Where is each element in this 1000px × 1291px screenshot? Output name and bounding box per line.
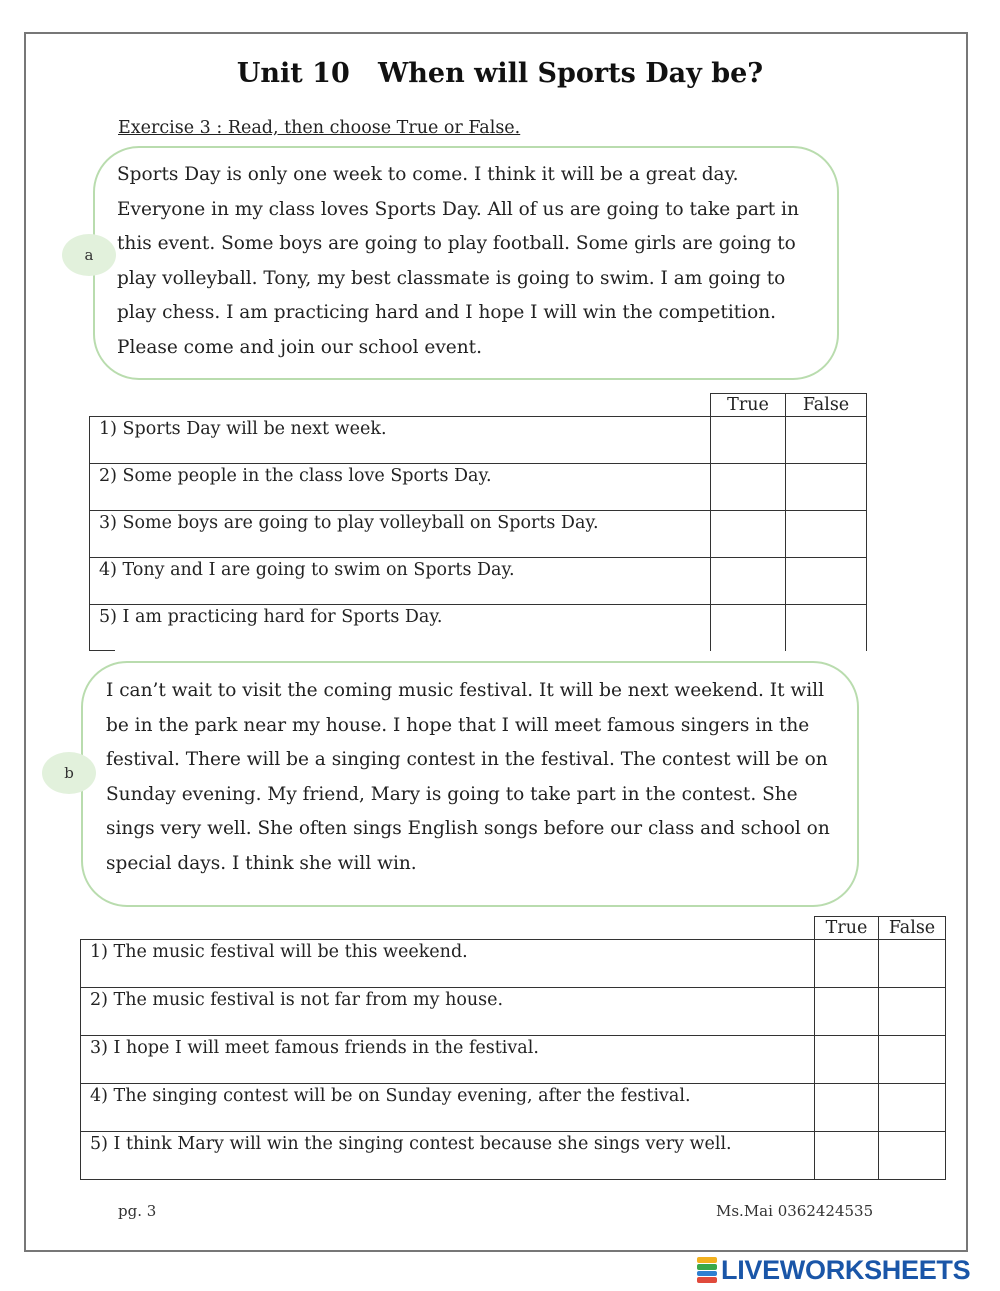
question-statement: 3) Some boys are going to play volleyball on Sports Day. xyxy=(90,511,711,558)
true-answer-box[interactable] xyxy=(711,464,786,511)
passage-line: be in the park near my house. I hope that I will meet famous singers in the xyxy=(106,714,810,736)
passage-line: this event. Some boys are going to play football. Some girls are going to xyxy=(117,233,796,255)
true-false-table-a xyxy=(89,393,867,651)
brand-name: LIVEWORKSHEETS xyxy=(721,1254,971,1285)
passage-a-text xyxy=(117,158,817,366)
unit-title: When will Sports Day be? xyxy=(377,58,764,89)
false-answer-box[interactable] xyxy=(786,558,867,605)
passage-b-text xyxy=(106,674,834,882)
false-answer-box[interactable] xyxy=(879,1084,946,1132)
column-header-true: True xyxy=(711,394,786,417)
question-statement: 2) The music festival is not far from my house. xyxy=(81,988,815,1036)
passage-a-label: a xyxy=(62,234,116,276)
true-answer-box[interactable] xyxy=(711,605,786,652)
true-answer-box[interactable] xyxy=(711,417,786,464)
question-statement: 4) The singing contest will be on Sunday evening, after the festival. xyxy=(81,1084,815,1132)
false-answer-box[interactable] xyxy=(879,988,946,1036)
table-divider xyxy=(89,650,115,651)
false-answer-box[interactable] xyxy=(786,417,867,464)
liveworksheets-icon xyxy=(697,1257,717,1283)
false-answer-box[interactable] xyxy=(786,464,867,511)
question-statement: 2) Some people in the class love Sports Day. xyxy=(90,464,711,511)
author-contact: Ms.Mai 0362424535 xyxy=(716,1202,874,1220)
question-statement: 5) I think Mary will win the singing contest because she sings very well. xyxy=(81,1132,815,1180)
column-header-true: True xyxy=(815,917,879,940)
false-answer-box[interactable] xyxy=(879,1036,946,1084)
passage-line: play chess. I am practicing hard and I hope I will win the competition. xyxy=(117,302,777,324)
question-statement: 4) Tony and I are going to swim on Sports Day. xyxy=(90,558,711,605)
passage-line: special days. I think she will win. xyxy=(106,852,417,874)
unit-number: Unit 10 xyxy=(236,58,350,89)
true-answer-box[interactable] xyxy=(711,558,786,605)
true-answer-box[interactable] xyxy=(815,1084,879,1132)
passage-line: sings very well. She often sings English songs before our class and school on xyxy=(106,818,830,840)
passage-line: Everyone in my class loves Sports Day. All of us are going to take part in xyxy=(117,198,799,220)
true-answer-box[interactable] xyxy=(815,940,879,988)
false-answer-box[interactable] xyxy=(879,940,946,988)
false-answer-box[interactable] xyxy=(879,1132,946,1180)
false-answer-box[interactable] xyxy=(786,511,867,558)
true-answer-box[interactable] xyxy=(815,988,879,1036)
true-false-table-b xyxy=(80,916,946,1180)
question-statement: 1) Sports Day will be next week. xyxy=(90,417,711,464)
passage-line: festival. There will be a singing contest in the festival. The contest will be on xyxy=(106,749,828,771)
column-header-false: False xyxy=(879,917,946,940)
exercise-instruction: Exercise 3 : Read, then choose True or False. xyxy=(118,118,521,138)
passage-line: Sports Day is only one week to come. I think it will be a great day. xyxy=(117,164,739,185)
true-answer-box[interactable] xyxy=(711,511,786,558)
question-statement: 5) I am practicing hard for Sports Day. xyxy=(90,605,711,652)
passage-line: play volleyball. Tony, my best classmate is going to swim. I am going to xyxy=(117,267,786,289)
passage-line: Please come and join our school event. xyxy=(117,336,482,358)
page-title xyxy=(0,58,1000,89)
passage-line: Sunday evening. My friend, Mary is going to take part in the contest. She xyxy=(106,783,798,805)
passage-line: I can’t wait to visit the coming music festival. It will be next weekend. It will xyxy=(106,680,825,701)
false-answer-box[interactable] xyxy=(786,605,867,652)
passage-b-label: b xyxy=(42,752,96,794)
column-header-false: False xyxy=(786,394,867,417)
question-statement: 3) I hope I will meet famous friends in the festival. xyxy=(81,1036,815,1084)
true-answer-box[interactable] xyxy=(815,1132,879,1180)
page-number: pg. 3 xyxy=(118,1202,157,1220)
question-statement: 1) The music festival will be this weekend. xyxy=(81,940,815,988)
true-answer-box[interactable] xyxy=(815,1036,879,1084)
liveworksheets-logo[interactable] xyxy=(697,1254,970,1286)
